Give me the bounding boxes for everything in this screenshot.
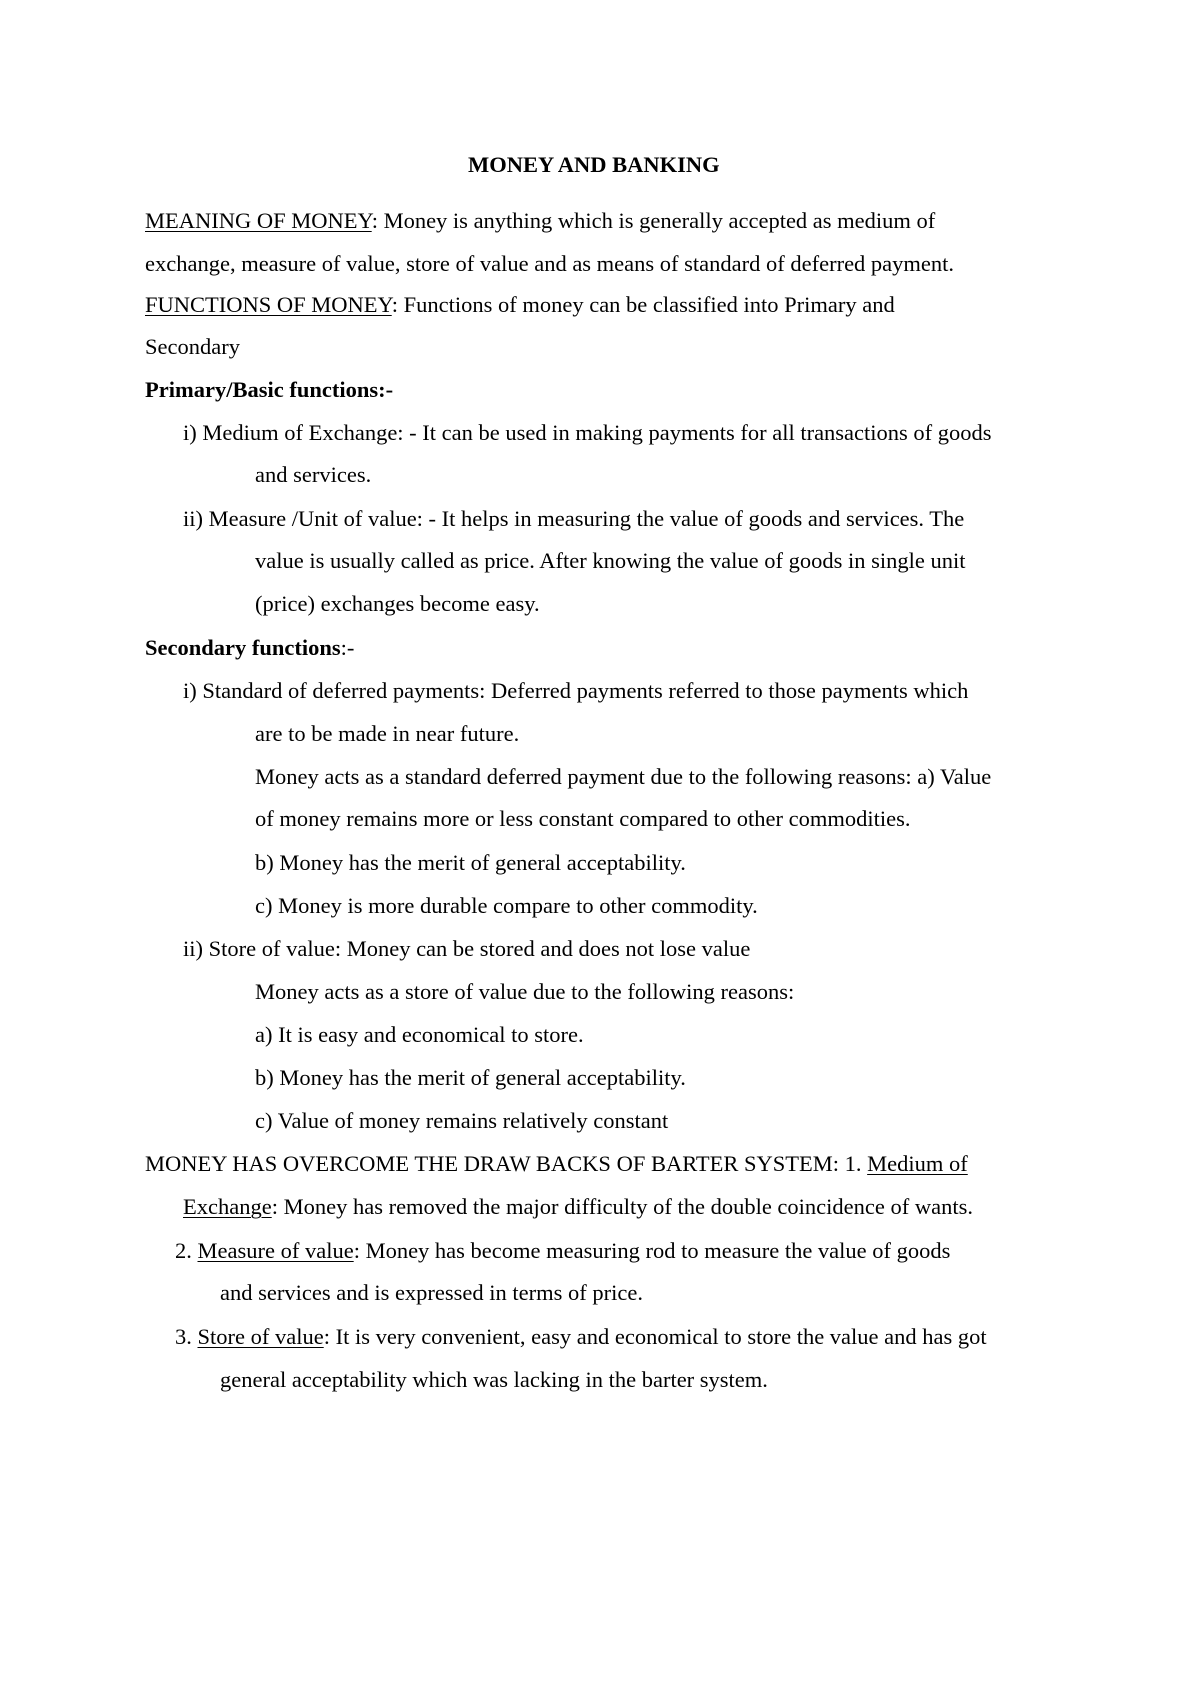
barter-point-2-number: 2.	[175, 1238, 198, 1263]
secondary-item-1-line-4: of money remains more or less constant compared to other commodities.	[255, 806, 911, 831]
secondary-item-2-reason-b: b) Money has the merit of general acceptability.	[255, 1065, 686, 1090]
secondary-item-1-reason-b: b) Money has the merit of general acceptability.	[255, 850, 686, 875]
barter-heading-text: MONEY HAS OVERCOME THE DRAW BACKS OF BARTER SYSTEM: 1.	[145, 1151, 868, 1176]
meaning-line-2: exchange, measure of value, store of value and as means of standard of deferred payment.	[145, 251, 955, 276]
meaning-line-1	[145, 207, 935, 235]
meaning-text: : Money is anything which is generally accepted as medium of	[371, 208, 936, 233]
barter-point-2-line-1	[175, 1237, 950, 1265]
primary-item-1-line-2: and services.	[255, 462, 372, 487]
barter-point-2-text: : Money has become measuring rod to measure the value of goods	[353, 1238, 951, 1263]
secondary-heading-label: Secondary functions	[145, 635, 341, 660]
barter-point-3-label: Store of value	[197, 1324, 324, 1349]
functions-label: FUNCTIONS OF MONEY	[145, 292, 392, 317]
secondary-item-2-line-2: Money acts as a store of value due to the following reasons:	[255, 979, 795, 1004]
barter-heading	[145, 1150, 968, 1178]
page-title: MONEY AND BANKING	[468, 152, 720, 177]
barter-point-3-line-1	[175, 1323, 987, 1351]
barter-point-1-text: : Money has removed the major difficulty of the double coincidence of wants.	[271, 1194, 973, 1219]
functions-line-1	[145, 291, 895, 319]
secondary-item-2-reason-c: c) Value of money remains relatively constant	[255, 1108, 669, 1133]
secondary-item-1-line-3: Money acts as a standard deferred payment due to the following reasons: a) Value	[255, 764, 992, 789]
barter-point-1-label-b: Exchange	[183, 1194, 272, 1219]
secondary-item-2-line-1: ii) Store of value: Money can be stored and does not lose value	[183, 936, 751, 961]
barter-point-3-number: 3.	[175, 1324, 198, 1349]
secondary-item-1-line-2: are to be made in near future.	[255, 721, 520, 746]
meaning-label: MEANING OF MONEY	[145, 208, 372, 233]
barter-point-2-label: Measure of value	[197, 1238, 354, 1263]
secondary-item-2-reason-a: a) It is easy and economical to store.	[255, 1022, 584, 1047]
barter-point-1-label-a: Medium of	[867, 1151, 968, 1176]
secondary-heading-suffix: :-	[340, 635, 355, 660]
primary-item-1-line-1: i) Medium of Exchange: - It can be used in making payments for all transactions of goods	[183, 420, 992, 445]
secondary-item-1-line-1: i) Standard of deferred payments: Deferred payments referred to those payments which	[183, 678, 969, 703]
primary-item-2-line-1: ii) Measure /Unit of value: - It helps in measuring the value of goods and services. The	[183, 506, 965, 531]
barter-point-3-line-2: general acceptability which was lacking in the barter system.	[220, 1367, 768, 1392]
primary-item-2-line-3: (price) exchanges become easy.	[255, 591, 540, 616]
secondary-heading	[145, 634, 354, 662]
barter-point-3-text: : It is very convenient, easy and economical to store the value and has got	[323, 1324, 987, 1349]
barter-point-1-line-2	[183, 1193, 973, 1221]
functions-line-2: Secondary	[145, 334, 240, 359]
functions-text: : Functions of money can be classified into Primary and	[391, 292, 895, 317]
primary-heading: Primary/Basic functions:-	[145, 377, 394, 402]
primary-item-2-line-2: value is usually called as price. After knowing the value of goods in single unit	[255, 548, 966, 573]
secondary-item-1-reason-c: c) Money is more durable compare to other commodity.	[255, 893, 758, 918]
barter-point-2-line-2: and services and is expressed in terms of price.	[220, 1280, 643, 1305]
